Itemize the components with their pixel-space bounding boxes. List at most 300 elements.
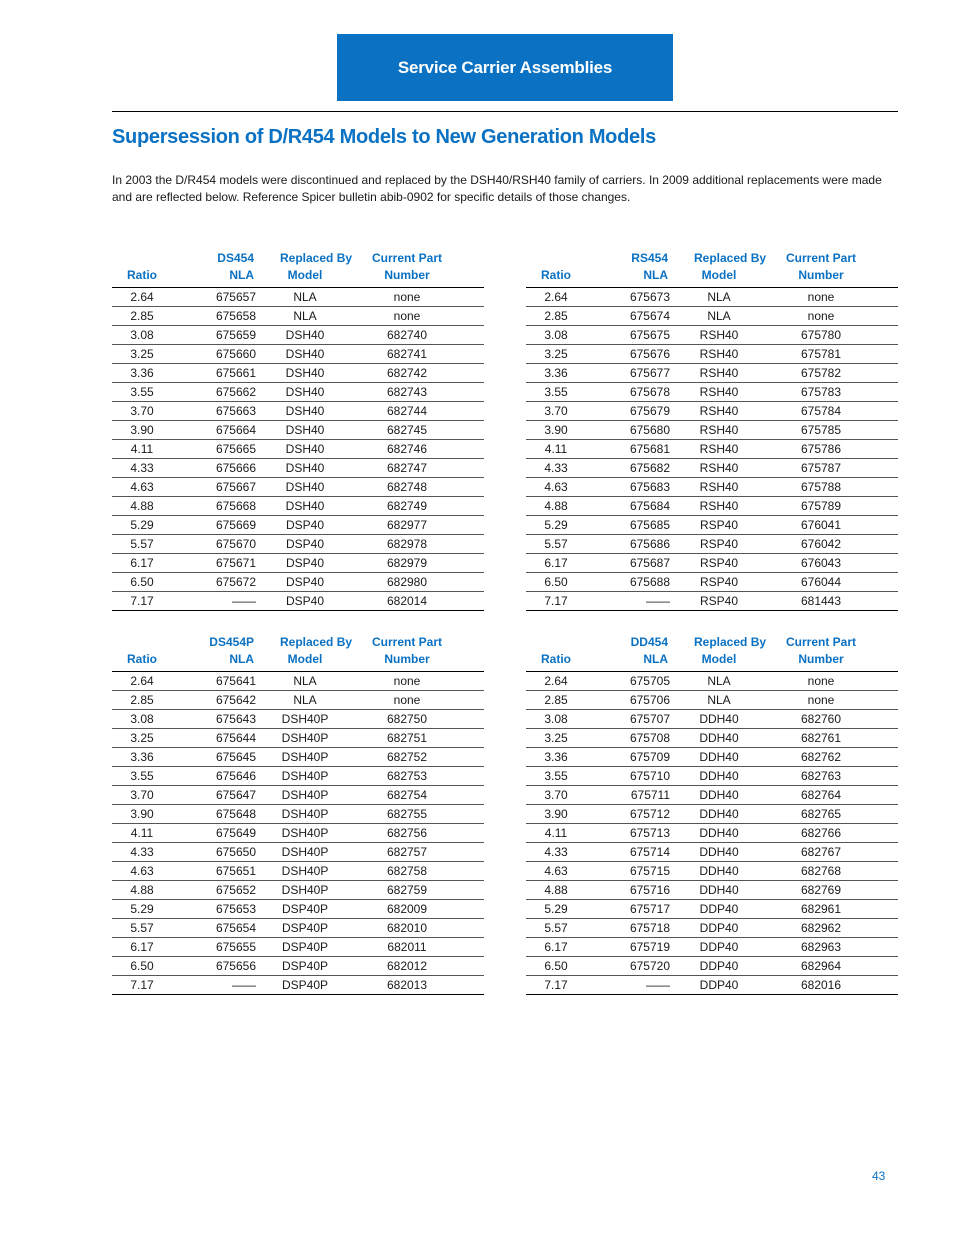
column-header-nla bbox=[586, 249, 694, 287]
cell-nla: 675710 bbox=[586, 766, 694, 785]
table-row bbox=[526, 823, 898, 842]
cell-model: DSP40 bbox=[280, 591, 330, 610]
cell-model: DDH40 bbox=[694, 709, 744, 728]
cell-ratio: 4.88 bbox=[526, 496, 586, 515]
cell-model: RSP40 bbox=[694, 572, 744, 591]
cell-ratio: 5.57 bbox=[526, 918, 586, 937]
table-row bbox=[526, 344, 898, 363]
cell-model: DSP40 bbox=[280, 534, 330, 553]
table-row bbox=[526, 728, 898, 747]
column-header-ratio bbox=[526, 633, 586, 671]
cell-nla: 675641 bbox=[172, 671, 280, 690]
cell-part-number: 682750 bbox=[330, 709, 484, 728]
table-row bbox=[526, 325, 898, 344]
column-header-line: Replaced By bbox=[280, 250, 353, 265]
cell-part-number: 682011 bbox=[330, 937, 484, 956]
cell-model: DDP40 bbox=[694, 975, 744, 994]
cell-part-number: 682745 bbox=[330, 420, 484, 439]
cell-part-number: 675784 bbox=[744, 401, 898, 420]
column-header-model bbox=[280, 249, 353, 287]
cell-nla: 675716 bbox=[586, 880, 694, 899]
table-row bbox=[526, 690, 898, 709]
table-row bbox=[112, 785, 484, 804]
cell-part-number: 682759 bbox=[330, 880, 484, 899]
cell-model: DDH40 bbox=[694, 842, 744, 861]
cell-ratio: 3.90 bbox=[112, 804, 172, 823]
cell-ratio: 3.55 bbox=[526, 766, 586, 785]
cell-ratio: 3.36 bbox=[112, 747, 172, 766]
cell-ratio: 3.36 bbox=[112, 363, 172, 382]
cell-model: DSH40 bbox=[280, 458, 330, 477]
cell-part-number: 682758 bbox=[330, 861, 484, 880]
cell-ratio: 2.64 bbox=[112, 671, 172, 690]
column-header-line: NLA bbox=[229, 267, 254, 282]
cell-model: RSH40 bbox=[694, 458, 744, 477]
section-banner bbox=[337, 34, 673, 101]
cell-ratio: 6.50 bbox=[526, 572, 586, 591]
cell-part-number: 675787 bbox=[744, 458, 898, 477]
cell-nla: 675668 bbox=[172, 496, 280, 515]
cell-nla: —— bbox=[586, 591, 694, 610]
cell-part-number: 682752 bbox=[330, 747, 484, 766]
cell-nla: 675679 bbox=[586, 401, 694, 420]
cell-part-number: 682012 bbox=[330, 956, 484, 975]
table-row bbox=[526, 975, 898, 994]
cell-part-number: none bbox=[744, 690, 898, 709]
table-row bbox=[526, 861, 898, 880]
cell-ratio: 2.64 bbox=[112, 287, 172, 306]
cell-part-number: 682010 bbox=[330, 918, 484, 937]
cell-ratio: 6.17 bbox=[526, 553, 586, 572]
table-row bbox=[112, 956, 484, 975]
cell-ratio: 3.70 bbox=[112, 401, 172, 420]
cell-part-number: none bbox=[330, 690, 484, 709]
table-row bbox=[112, 553, 484, 572]
cell-nla: —— bbox=[586, 975, 694, 994]
cell-model: DSP40P bbox=[280, 899, 330, 918]
column-header-ratio bbox=[112, 633, 172, 671]
cell-ratio: 3.90 bbox=[112, 420, 172, 439]
cell-nla: 675681 bbox=[586, 439, 694, 458]
cell-part-number: 676043 bbox=[744, 553, 898, 572]
cell-nla: 675684 bbox=[586, 496, 694, 515]
table-row bbox=[112, 671, 484, 690]
cell-part-number: 682964 bbox=[744, 956, 898, 975]
cell-part-number: none bbox=[330, 306, 484, 325]
table-row bbox=[526, 363, 898, 382]
table-row bbox=[112, 899, 484, 918]
cell-nla: 675682 bbox=[586, 458, 694, 477]
table-row bbox=[112, 804, 484, 823]
table-row bbox=[526, 458, 898, 477]
column-header-line: Model bbox=[287, 267, 323, 282]
cell-ratio: 3.36 bbox=[526, 363, 586, 382]
cell-nla: 675645 bbox=[172, 747, 280, 766]
table-row bbox=[112, 458, 484, 477]
cell-nla: 675664 bbox=[172, 420, 280, 439]
cell-model: DSH40P bbox=[280, 709, 330, 728]
cell-model: RSH40 bbox=[694, 382, 744, 401]
cell-nla: 675646 bbox=[172, 766, 280, 785]
page-title: Supersession of D/R454 Models to New Generation Models bbox=[112, 126, 656, 148]
cell-nla: 675666 bbox=[172, 458, 280, 477]
cell-part-number: 682763 bbox=[744, 766, 898, 785]
cell-ratio: 3.70 bbox=[526, 401, 586, 420]
cell-nla: 675662 bbox=[172, 382, 280, 401]
table-row bbox=[526, 287, 898, 306]
cell-model: NLA bbox=[280, 671, 330, 690]
cell-ratio: 4.88 bbox=[112, 880, 172, 899]
table-row bbox=[112, 287, 484, 306]
cell-model: RSH40 bbox=[694, 344, 744, 363]
column-header-ratio bbox=[112, 249, 172, 287]
column-header-line: Number bbox=[798, 651, 844, 666]
table-row bbox=[112, 591, 484, 610]
cell-part-number: 682016 bbox=[744, 975, 898, 994]
cell-ratio: 4.63 bbox=[112, 861, 172, 880]
cell-model: RSH40 bbox=[694, 439, 744, 458]
column-header-model bbox=[694, 249, 767, 287]
cell-ratio: 2.85 bbox=[112, 306, 172, 325]
column-header-line: DD454 bbox=[630, 634, 668, 649]
cell-model: RSP40 bbox=[694, 591, 744, 610]
cell-model: DSH40 bbox=[280, 344, 330, 363]
table-row bbox=[112, 344, 484, 363]
intro-paragraph: In 2003 the D/R454 models were discontinued and replaced by the DSH40/RSH40 family of carriers. In 2009 additional replacements were made and are reflected below. Reference Spicer bulletin abib-0902 for specific details of those changes. bbox=[112, 173, 882, 204]
cell-nla: 675675 bbox=[586, 325, 694, 344]
cell-nla: 675670 bbox=[172, 534, 280, 553]
table-row bbox=[526, 804, 898, 823]
table-row bbox=[526, 515, 898, 534]
table-row bbox=[526, 709, 898, 728]
cell-model: RSH40 bbox=[694, 420, 744, 439]
cell-model: DDH40 bbox=[694, 804, 744, 823]
column-header-line: Replaced By bbox=[694, 634, 767, 649]
cell-part-number: 675783 bbox=[744, 382, 898, 401]
table-row bbox=[112, 728, 484, 747]
cell-nla: 675671 bbox=[172, 553, 280, 572]
cell-part-number: 682962 bbox=[744, 918, 898, 937]
table-row bbox=[112, 325, 484, 344]
cell-part-number: 682963 bbox=[744, 937, 898, 956]
cell-part-number: 682748 bbox=[330, 477, 484, 496]
column-header-line: RS454 bbox=[631, 250, 668, 265]
cell-model: DDH40 bbox=[694, 785, 744, 804]
table-row bbox=[112, 306, 484, 325]
cell-nla: 675642 bbox=[172, 690, 280, 709]
cell-ratio: 7.17 bbox=[112, 975, 172, 994]
cell-model: DSH40 bbox=[280, 496, 330, 515]
column-header-line: DS454P bbox=[209, 634, 254, 649]
cell-part-number: 682764 bbox=[744, 785, 898, 804]
cell-part-number: 676041 bbox=[744, 515, 898, 534]
column-header-line: Number bbox=[384, 267, 430, 282]
cell-nla: 675683 bbox=[586, 477, 694, 496]
cell-nla: 675661 bbox=[172, 363, 280, 382]
cell-ratio: 6.17 bbox=[526, 937, 586, 956]
cell-ratio: 3.08 bbox=[526, 325, 586, 344]
cell-nla: 675680 bbox=[586, 420, 694, 439]
cell-part-number: 682749 bbox=[330, 496, 484, 515]
cell-part-number: 682746 bbox=[330, 439, 484, 458]
cell-ratio: 3.25 bbox=[526, 344, 586, 363]
table-row bbox=[112, 534, 484, 553]
cell-nla: 675654 bbox=[172, 918, 280, 937]
table-row bbox=[526, 534, 898, 553]
cell-model: DSP40 bbox=[280, 553, 330, 572]
table-row bbox=[112, 937, 484, 956]
cell-model: DDH40 bbox=[694, 880, 744, 899]
cell-ratio: 5.29 bbox=[526, 515, 586, 534]
table-row bbox=[112, 420, 484, 439]
cell-ratio: 3.70 bbox=[112, 785, 172, 804]
cell-model: NLA bbox=[280, 287, 330, 306]
cell-part-number: 676044 bbox=[744, 572, 898, 591]
cell-model: DSH40P bbox=[280, 766, 330, 785]
cell-ratio: 5.29 bbox=[112, 515, 172, 534]
column-header-nla bbox=[172, 633, 280, 671]
cell-model: DSH40P bbox=[280, 747, 330, 766]
table-row bbox=[112, 842, 484, 861]
cell-nla: 675706 bbox=[586, 690, 694, 709]
cell-ratio: 3.08 bbox=[526, 709, 586, 728]
cell-ratio: 2.85 bbox=[526, 306, 586, 325]
ds454p-table bbox=[112, 633, 484, 995]
cell-ratio: 3.08 bbox=[112, 325, 172, 344]
table-row bbox=[112, 975, 484, 994]
table-header-row bbox=[112, 633, 484, 671]
cell-nla: 675655 bbox=[172, 937, 280, 956]
page-number: 43 bbox=[872, 1169, 886, 1183]
cell-nla: 675658 bbox=[172, 306, 280, 325]
column-header-line: Replaced By bbox=[280, 634, 353, 649]
cell-ratio: 4.11 bbox=[526, 823, 586, 842]
column-header-line: Model bbox=[701, 267, 737, 282]
cell-ratio: 6.50 bbox=[112, 572, 172, 591]
table-row bbox=[526, 591, 898, 610]
cell-nla: 675708 bbox=[586, 728, 694, 747]
cell-part-number: 682744 bbox=[330, 401, 484, 420]
cell-nla: 675714 bbox=[586, 842, 694, 861]
cell-model: RSH40 bbox=[694, 401, 744, 420]
cell-part-number: 682766 bbox=[744, 823, 898, 842]
table-row bbox=[112, 709, 484, 728]
cell-nla: 675707 bbox=[586, 709, 694, 728]
cell-nla: 675686 bbox=[586, 534, 694, 553]
cell-nla: 675648 bbox=[172, 804, 280, 823]
cell-ratio: 4.11 bbox=[112, 439, 172, 458]
cell-ratio: 3.55 bbox=[112, 382, 172, 401]
cell-ratio: 4.33 bbox=[526, 458, 586, 477]
table-row bbox=[112, 572, 484, 591]
table-row bbox=[112, 401, 484, 420]
cell-part-number: 682757 bbox=[330, 842, 484, 861]
cell-part-number: 682754 bbox=[330, 785, 484, 804]
cell-part-number: 682751 bbox=[330, 728, 484, 747]
table-row bbox=[112, 918, 484, 937]
cell-part-number: 682979 bbox=[330, 553, 484, 572]
cell-nla: 675663 bbox=[172, 401, 280, 420]
table-row bbox=[526, 477, 898, 496]
cell-ratio: 2.85 bbox=[526, 690, 586, 709]
cell-model: DDP40 bbox=[694, 937, 744, 956]
cell-part-number: 682742 bbox=[330, 363, 484, 382]
cell-ratio: 5.29 bbox=[526, 899, 586, 918]
cell-nla: 675651 bbox=[172, 861, 280, 880]
table-row bbox=[526, 956, 898, 975]
cell-ratio: 6.50 bbox=[112, 956, 172, 975]
cell-nla: 675711 bbox=[586, 785, 694, 804]
cell-part-number: 676042 bbox=[744, 534, 898, 553]
cell-part-number: 682760 bbox=[744, 709, 898, 728]
cell-part-number: 682961 bbox=[744, 899, 898, 918]
cell-part-number: 682740 bbox=[330, 325, 484, 344]
cell-model: DDP40 bbox=[694, 899, 744, 918]
cell-part-number: 675789 bbox=[744, 496, 898, 515]
table-row bbox=[526, 918, 898, 937]
cell-nla: 675644 bbox=[172, 728, 280, 747]
cell-part-number: 682743 bbox=[330, 382, 484, 401]
table-row bbox=[112, 439, 484, 458]
cell-nla: 675672 bbox=[172, 572, 280, 591]
table-row bbox=[526, 785, 898, 804]
cell-model: DSP40P bbox=[280, 956, 330, 975]
cell-part-number: 682980 bbox=[330, 572, 484, 591]
cell-ratio: 6.50 bbox=[526, 956, 586, 975]
column-header-line: Ratio bbox=[541, 267, 571, 282]
column-header-part-number bbox=[744, 633, 898, 671]
cell-model: DSH40 bbox=[280, 439, 330, 458]
cell-model: DDH40 bbox=[694, 728, 744, 747]
column-header-line: Model bbox=[701, 651, 737, 666]
cell-part-number: 682009 bbox=[330, 899, 484, 918]
cell-model: DSP40P bbox=[280, 975, 330, 994]
cell-part-number: 682753 bbox=[330, 766, 484, 785]
cell-model: NLA bbox=[694, 306, 744, 325]
column-header-line: Model bbox=[287, 651, 323, 666]
cell-nla: 675667 bbox=[172, 477, 280, 496]
cell-model: DSH40 bbox=[280, 477, 330, 496]
cell-model: RSH40 bbox=[694, 477, 744, 496]
cell-part-number: 675780 bbox=[744, 325, 898, 344]
column-header-line: Ratio bbox=[127, 651, 157, 666]
cell-part-number: none bbox=[744, 306, 898, 325]
table-row bbox=[112, 861, 484, 880]
table-row bbox=[112, 515, 484, 534]
cell-ratio: 4.63 bbox=[112, 477, 172, 496]
cell-part-number: 682741 bbox=[330, 344, 484, 363]
cell-part-number: 682762 bbox=[744, 747, 898, 766]
table-row bbox=[526, 880, 898, 899]
cell-ratio: 3.25 bbox=[526, 728, 586, 747]
cell-ratio: 7.17 bbox=[112, 591, 172, 610]
cell-model: DDH40 bbox=[694, 823, 744, 842]
cell-part-number: 682767 bbox=[744, 842, 898, 861]
cell-nla: 675659 bbox=[172, 325, 280, 344]
column-header-line: Number bbox=[798, 267, 844, 282]
table-row bbox=[526, 747, 898, 766]
column-header-part-number bbox=[744, 249, 898, 287]
column-header-part-number bbox=[330, 249, 484, 287]
cell-ratio: 3.25 bbox=[112, 344, 172, 363]
table-row bbox=[112, 477, 484, 496]
cell-part-number: none bbox=[744, 671, 898, 690]
cell-model: NLA bbox=[694, 690, 744, 709]
cell-nla: 675678 bbox=[586, 382, 694, 401]
cell-model: NLA bbox=[694, 287, 744, 306]
cell-model: DDH40 bbox=[694, 766, 744, 785]
cell-nla: 675649 bbox=[172, 823, 280, 842]
cell-ratio: 3.25 bbox=[112, 728, 172, 747]
table-row bbox=[526, 553, 898, 572]
table-row bbox=[112, 363, 484, 382]
table-row bbox=[112, 747, 484, 766]
cell-ratio: 5.57 bbox=[526, 534, 586, 553]
cell-model: RSH40 bbox=[694, 325, 744, 344]
cell-ratio: 7.17 bbox=[526, 975, 586, 994]
cell-nla: 675673 bbox=[586, 287, 694, 306]
cell-ratio: 2.85 bbox=[112, 690, 172, 709]
cell-nla: 675652 bbox=[172, 880, 280, 899]
table-row bbox=[526, 420, 898, 439]
cell-part-number: 682978 bbox=[330, 534, 484, 553]
ds454-table bbox=[112, 249, 484, 611]
cell-model: DSH40 bbox=[280, 363, 330, 382]
header-divider bbox=[112, 111, 898, 112]
cell-ratio: 4.63 bbox=[526, 477, 586, 496]
column-header-line: Current Part bbox=[785, 250, 856, 265]
cell-model: DDP40 bbox=[694, 918, 744, 937]
cell-nla: 675650 bbox=[172, 842, 280, 861]
cell-model: DSH40 bbox=[280, 382, 330, 401]
cell-part-number: 675782 bbox=[744, 363, 898, 382]
table-row bbox=[526, 306, 898, 325]
cell-part-number: 675781 bbox=[744, 344, 898, 363]
table-row bbox=[526, 496, 898, 515]
cell-ratio: 4.63 bbox=[526, 861, 586, 880]
cell-part-number: none bbox=[330, 287, 484, 306]
table-row bbox=[112, 496, 484, 515]
cell-ratio: 2.64 bbox=[526, 671, 586, 690]
cell-nla: 675720 bbox=[586, 956, 694, 975]
table-row bbox=[526, 382, 898, 401]
cell-model: DSP40 bbox=[280, 572, 330, 591]
cell-ratio: 3.55 bbox=[112, 766, 172, 785]
cell-model: DSH40 bbox=[280, 401, 330, 420]
cell-model: DSH40 bbox=[280, 420, 330, 439]
cell-model: DSH40P bbox=[280, 861, 330, 880]
table-header-row bbox=[526, 249, 898, 287]
cell-nla: 675657 bbox=[172, 287, 280, 306]
column-header-line: Current Part bbox=[785, 634, 856, 649]
column-header-line: NLA bbox=[643, 267, 668, 282]
cell-nla: 675715 bbox=[586, 861, 694, 880]
cell-nla: 675669 bbox=[172, 515, 280, 534]
cell-model: DSP40P bbox=[280, 918, 330, 937]
cell-ratio: 3.70 bbox=[526, 785, 586, 804]
table-row bbox=[526, 671, 898, 690]
cell-ratio: 5.29 bbox=[112, 899, 172, 918]
cell-model: DSP40P bbox=[280, 937, 330, 956]
cell-ratio: 4.88 bbox=[112, 496, 172, 515]
cell-part-number: 682769 bbox=[744, 880, 898, 899]
cell-nla: 675676 bbox=[586, 344, 694, 363]
cell-model: DSH40 bbox=[280, 325, 330, 344]
cell-part-number: 682761 bbox=[744, 728, 898, 747]
table-row bbox=[112, 766, 484, 785]
column-header-part-number bbox=[330, 633, 484, 671]
cell-model: RSH40 bbox=[694, 496, 744, 515]
